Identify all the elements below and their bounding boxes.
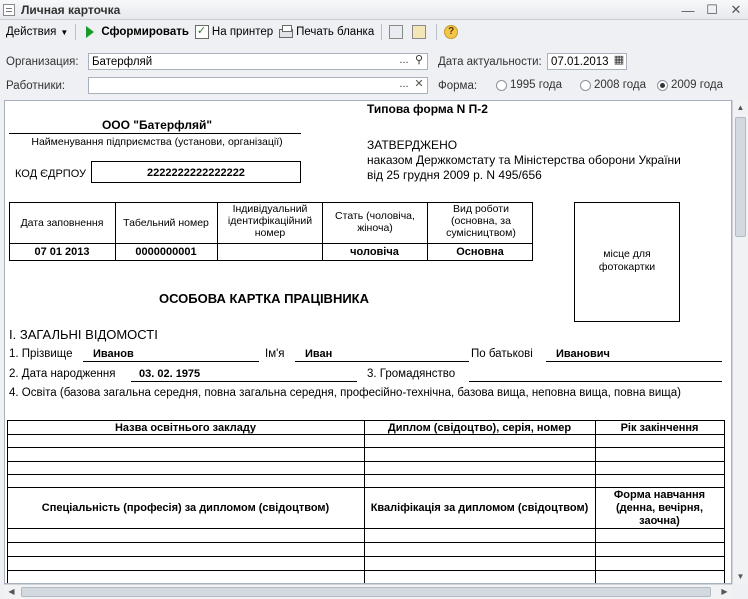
- patronymic-value: Иванович: [556, 348, 610, 360]
- edu-row-line: [7, 420, 725, 421]
- radio-1995[interactable]: [496, 79, 562, 91]
- checklist-icon: [195, 25, 209, 39]
- toolbar-separator: [75, 24, 76, 40]
- patronymic-label: По батькові: [471, 348, 533, 360]
- card-title: ОСОБОВА КАРТКА ПРАЦІВНИКА: [159, 291, 369, 306]
- value-gender: чоловіча: [350, 246, 399, 258]
- date-value: 07.01.2013: [551, 56, 609, 68]
- scroll-up-icon[interactable]: ▲: [736, 103, 745, 112]
- help-button[interactable]: [441, 22, 461, 42]
- organization-input[interactable]: [88, 53, 428, 70]
- clear-icon[interactable]: ✕: [414, 78, 424, 90]
- edu-row-line: [7, 528, 725, 529]
- table-divider: [9, 243, 533, 244]
- approved-line2: від 25 грудня 2009 р. N 495/656: [367, 168, 542, 182]
- minimize-icon[interactable]: —: [681, 2, 695, 18]
- value-tab-number: 0000000001: [135, 246, 197, 258]
- edrpou-value: 2222222222222222: [147, 167, 245, 179]
- organization-label: Организация:: [6, 56, 79, 68]
- edu-row-line: [7, 474, 725, 475]
- generate-button[interactable]: [80, 22, 192, 42]
- edu-row-line: [7, 570, 725, 571]
- edu-border-right: [724, 420, 725, 584]
- edu-header-year: Рік закінчення: [620, 422, 699, 434]
- header-fill-date: Дата заповнення: [20, 217, 104, 229]
- workers-select-button[interactable]: ...: [399, 78, 409, 90]
- approved-label: ЗАТВЕРДЖЕНО: [367, 138, 458, 152]
- value-work-type: Основна: [456, 246, 504, 258]
- radio-1995-label: 1995 года: [510, 79, 562, 91]
- radio-2009-label: 2009 года: [671, 79, 723, 91]
- form-number: Типова форма N П-2: [367, 102, 488, 116]
- workers-input[interactable]: [88, 77, 428, 94]
- spec-header-study-form: Форма навчання (денна, вечірня, заочна): [613, 489, 706, 527]
- edu-row-line: [7, 447, 725, 448]
- window-title: Личная карточка: [21, 2, 121, 17]
- radio-dot: [496, 80, 507, 91]
- table-col-line: [217, 202, 218, 261]
- section-general: І. ЗАГАЛЬНІ ВІДОМОСТІ: [9, 327, 158, 342]
- name-value: Иван: [305, 348, 333, 360]
- radio-2009[interactable]: [657, 79, 723, 91]
- export-doc-icon: [412, 25, 426, 39]
- print-form-label: Печать бланка: [296, 26, 375, 38]
- patronymic-line: [546, 361, 722, 362]
- birth-line: [131, 381, 357, 382]
- org-underline: [9, 133, 301, 134]
- document-icon: [3, 4, 15, 16]
- maximize-icon[interactable]: ☐: [706, 2, 718, 17]
- help-icon: ?: [444, 25, 458, 39]
- radio-2008-label: 2008 года: [594, 79, 646, 91]
- play-icon: [86, 26, 94, 38]
- export-button[interactable]: [409, 22, 432, 42]
- horizontal-scroll-thumb[interactable]: [21, 587, 711, 597]
- settings-button[interactable]: [386, 22, 409, 42]
- vertical-scroll-thumb[interactable]: [735, 117, 746, 237]
- organization-select-button[interactable]: ...: [399, 54, 409, 66]
- photo-caption: місце для фотокартки: [598, 248, 656, 273]
- value-fill-date: 07 01 2013: [34, 246, 90, 258]
- scroll-left-icon[interactable]: ◀: [8, 587, 15, 596]
- document-viewport[interactable]: [4, 100, 732, 584]
- actions-label: Действия: [6, 26, 57, 38]
- birth-value: 03. 02. 1975: [139, 368, 201, 380]
- workers-label: Работники:: [6, 80, 66, 92]
- spec-header-qualification: Кваліфікація за дипломом (свідоцтвом): [370, 502, 589, 514]
- search-icon[interactable]: ⚲: [414, 54, 424, 66]
- approved-line1: наказом Держкомстату та Міністерства оборони України: [367, 153, 681, 167]
- edu-row-line: [7, 487, 725, 488]
- surname-line: [83, 361, 259, 362]
- edu-header-institution: Назва освітнього закладу: [114, 422, 257, 434]
- toolbar-separator: [436, 24, 437, 40]
- form-label: Форма:: [438, 80, 478, 92]
- chevron-down-icon: ▼: [60, 27, 69, 37]
- window-titlebar: [0, 0, 748, 20]
- edu-col-line: [595, 420, 596, 584]
- edrpou-label: КОД ЄДРПОУ: [15, 168, 87, 180]
- header-id-number: Індивідуальний ідентифікаційний номер: [227, 203, 313, 239]
- to-printer-label: На принтер: [211, 26, 274, 38]
- header-gender: Стать (чоловіча, жіноча): [335, 210, 415, 234]
- name-line: [295, 361, 469, 362]
- org-name: ООО "Батерфляй": [101, 118, 213, 132]
- calendar-icon[interactable]: ▦: [613, 54, 625, 66]
- close-icon[interactable]: ✕: [730, 2, 742, 17]
- header-work-type: Вид роботи (основна, за сумісництвом): [446, 203, 516, 239]
- edu-row-line: [7, 556, 725, 557]
- toolbar: [0, 21, 748, 43]
- generate-label: Сформировать: [101, 26, 189, 38]
- name-label: Ім'я: [265, 348, 285, 360]
- print-form-button[interactable]: [276, 22, 377, 42]
- edu-row-line: [7, 542, 725, 543]
- settings-doc-icon: [389, 25, 403, 39]
- radio-dot: [580, 80, 591, 91]
- radio-2008[interactable]: [580, 79, 646, 91]
- horizontal-scrollbar[interactable]: [4, 584, 732, 599]
- scroll-down-icon[interactable]: ▼: [736, 572, 745, 581]
- citizenship-line: [469, 381, 722, 382]
- document-sheet: [5, 101, 732, 584]
- spec-header-specialty: Спеціальність (професія) за дипломом (свідоцтвом): [41, 502, 330, 514]
- citizenship-label: 3. Громадянство: [367, 368, 456, 380]
- printer-icon: [279, 29, 293, 38]
- actions-menu[interactable]: [3, 22, 71, 42]
- surname-value: Иванов: [93, 348, 134, 360]
- birth-label: 2. Дата народження: [9, 368, 116, 380]
- radio-dot-selected: [657, 80, 668, 91]
- edu-row-line: [7, 461, 725, 462]
- surname-label: 1. Прізвище: [9, 348, 73, 360]
- to-printer-button[interactable]: [192, 22, 276, 42]
- org-caption: Найменування підприємства (установи, організації): [31, 136, 283, 148]
- vertical-scrollbar[interactable]: [732, 100, 748, 584]
- organization-value: Батерфляй: [92, 56, 153, 68]
- date-label: Дата актуальности:: [438, 56, 542, 68]
- education-label: 4. Освіта (базова загальна середня, повна загальна середня, професійно-технічна, базова вища, неповна вища, повна вища): [9, 387, 681, 399]
- scroll-right-icon[interactable]: ▶: [721, 587, 728, 596]
- toolbar-separator: [381, 24, 382, 40]
- header-tab-number: Табельний номер: [123, 217, 209, 229]
- edu-row-line: [7, 434, 725, 435]
- edu-header-diploma: Диплом (свідоцтво), серія, номер: [387, 422, 572, 434]
